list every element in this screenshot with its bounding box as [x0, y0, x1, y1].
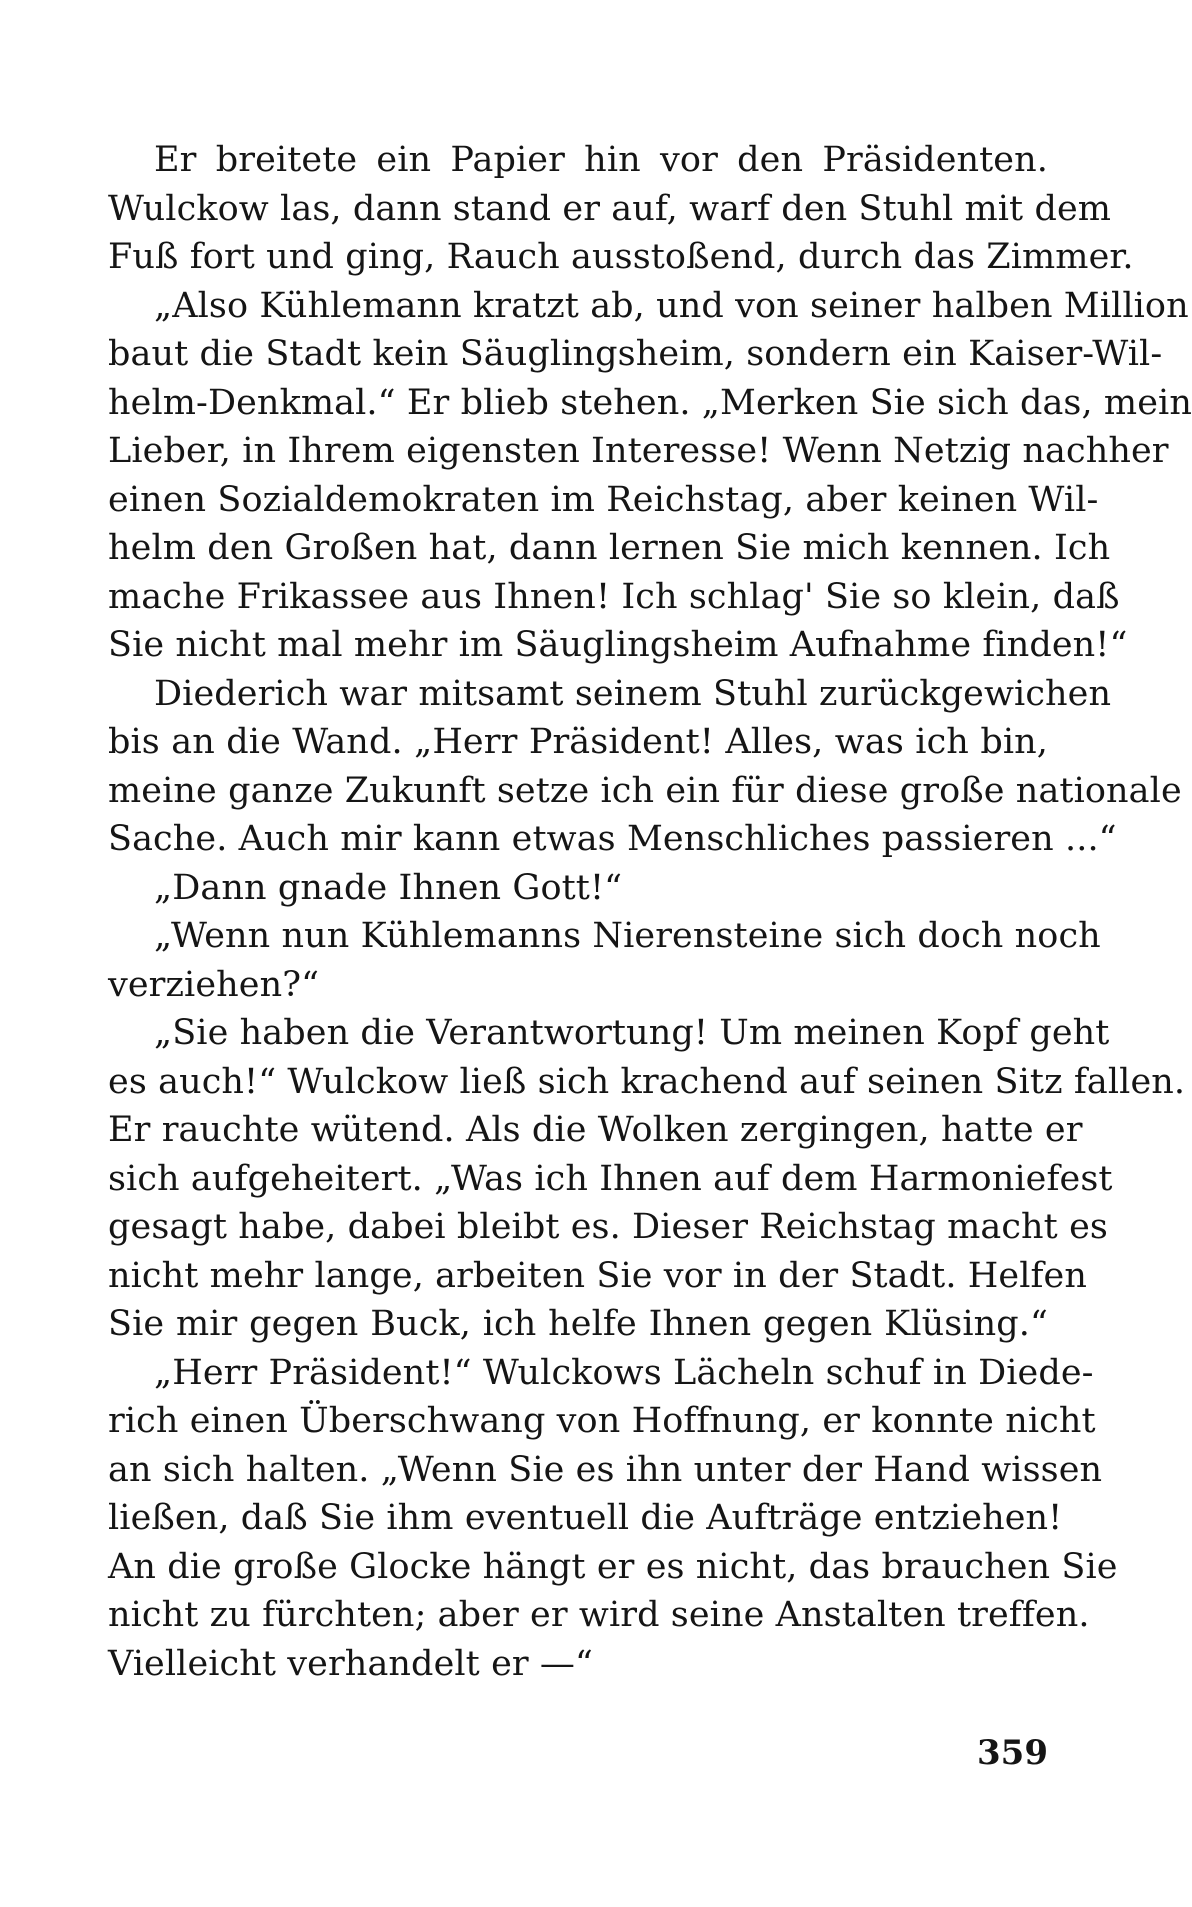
text-line: es auch!“ Wulckow ließ sich krachend auf seinen Sitz fallen. [108, 1061, 1186, 1102]
text-line: „Herr Präsident!“ Wulckows Lächeln schuf in Diede- [154, 1352, 1094, 1393]
text-line: bis an die Wand. „Herr Präsident! Alles, was ich bin, [108, 722, 1048, 762]
text-line: Lieber, in Ihrem eigensten Interesse! Wenn Netzig nachher [108, 431, 1169, 471]
body-text [108, 136, 1192, 1688]
text-line: nicht mehr lange, arbeiten Sie vor in der Stadt. Helfen [108, 1255, 1088, 1296]
text-line: Fuß fort und ging, Rauch ausstoßend, durch das Zimmer. [108, 237, 1134, 277]
text-line: Sie nicht mal mehr im Säuglingsheim Aufnahme finden!“ [108, 625, 1128, 665]
text-line: Diederich war mitsamt seinem Stuhl zurückgewichen [154, 673, 1112, 714]
text-line: gesagt habe, dabei bleibt es. Dieser Reichstag macht es [108, 1207, 1108, 1247]
text-line: Sie mir gegen Buck, ich helfe Ihnen gegen Klüsing.“ [108, 1304, 1048, 1344]
text-line: An die große Glocke hängt er es nicht, das brauchen Sie [108, 1546, 1118, 1587]
text-line: an sich halten. „Wenn Sie es ihn unter der Hand wissen [108, 1449, 1103, 1490]
text-line: Vielleicht verhandelt er —“ [108, 1643, 594, 1684]
text-line: „Wenn nun Kühlemanns Nierensteine sich doch noch [154, 916, 1101, 956]
text-line: sich aufgeheitert. „Was ich Ihnen auf dem Harmoniefest [108, 1158, 1113, 1199]
text-line: meine ganze Zukunft setze ich ein für diese große nationale [108, 770, 1182, 811]
text-line: ließen, daß Sie ihm eventuell die Aufträge entziehen! [108, 1498, 1063, 1538]
text-line: einen Sozialdemokraten im Reichstag, aber keinen Wil- [108, 479, 1099, 520]
text-line: „Dann gnade Ihnen Gott!“ [154, 867, 623, 908]
page-number: 359 [977, 1733, 1048, 1773]
text-line: helm den Großen hat, dann lernen Sie mich kennen. Ich [108, 528, 1111, 568]
text-line: verziehen?“ [108, 964, 320, 1005]
text-line: mache Frikassee aus Ihnen! Ich schlag' Sie so klein, daß [108, 576, 1120, 617]
text-line: Er rauchte wütend. Als die Wolken zergingen, hatte er [108, 1110, 1083, 1150]
text-line: nicht zu fürchten; aber er wird seine Anstalten treffen. [108, 1595, 1090, 1635]
text-line: „Also Kühlemann kratzt ab, und von seiner halben Million [154, 285, 1189, 326]
text-line: „Sie haben die Verantwortung! Um meinen Kopf geht [154, 1013, 1110, 1053]
text-line: helm-Denkmal.“ Er blieb stehen. „Merken Sie sich das, mein [108, 382, 1192, 423]
text-line: Sache. Auch mir kann etwas Menschliches passieren ...“ [108, 819, 1117, 859]
text-line: rich einen Überschwang von Hoffnung, er konnte nicht [108, 1401, 1096, 1441]
text-line: baut die Stadt kein Säuglingsheim, sondern ein Kaiser-Wil- [108, 334, 1163, 374]
text-line: Wulckow las, dann stand er auf, warf den Stuhl mit dem [108, 188, 1112, 229]
text-line: Er breitete ein Papier hin vor den Präsidenten. [154, 140, 1048, 180]
